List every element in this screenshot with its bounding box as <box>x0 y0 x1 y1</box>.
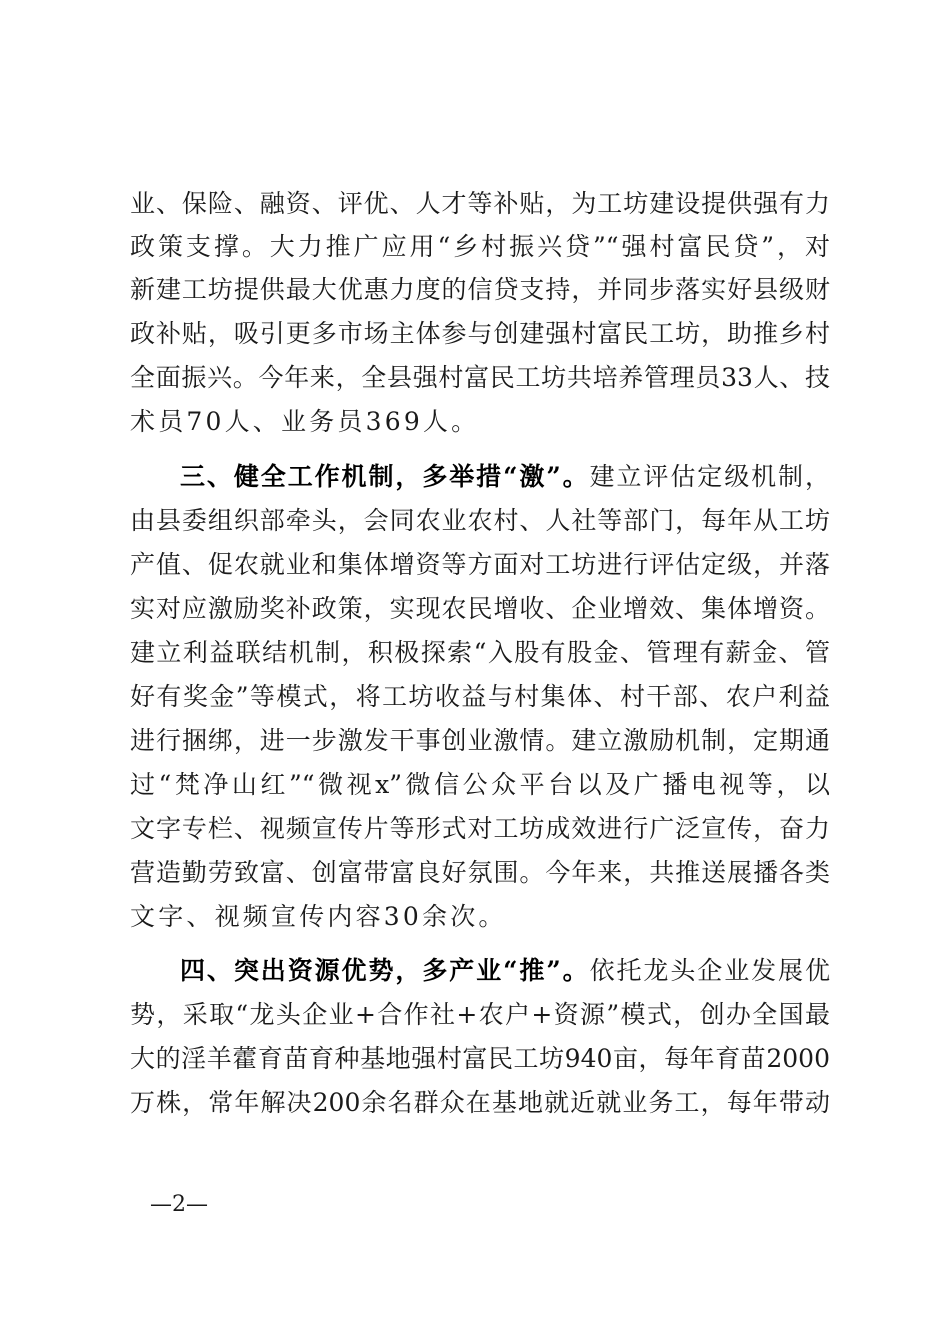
text-line: 业、保险、融资、评优、人才等补贴，为工坊建设提供强有力 <box>130 189 830 218</box>
text-line: 政补贴，吸引更多市场主体参与创建强村富民工坊，助推乡村 <box>130 319 830 348</box>
text-line: 万株，常年解决200余名群众在基地就近就业务工，每年带动 <box>130 1088 830 1117</box>
text-line: 大的淫羊藿育苗育种基地强村富民工坊940亩，每年育苗2000 <box>130 1044 830 1073</box>
section-3-first-line-rest: 建立评估定级机制， <box>589 462 830 491</box>
text-line: 新建工坊提供最大优惠力度的信贷支持，并同步落实好县级财 <box>130 275 830 304</box>
text-line: 好有奖金”等模式，将工坊收益与村集体、村干部、农户利益 <box>130 682 830 711</box>
section-3-first-line <box>180 455 830 499</box>
text-line: 势，采取“龙头企业+合作社+农户+资源”模式，创办全国最 <box>130 1000 830 1029</box>
text-line: 进行捆绑，进一步激发干事创业激情。建立激励机制，定期通 <box>130 726 830 755</box>
text-line: 政策支撑。大力推广应用“乡村振兴贷”“强村富民贷”，对 <box>130 232 830 261</box>
text-line: 过“梵净山红”“微视x”微信公众平台以及广播电视等，以 <box>130 770 830 799</box>
text-line: 术员70人、业务员369人。 <box>130 407 480 436</box>
page-number: —2— <box>150 1192 208 1217</box>
text-line: 建立利益联结机制，积极探索“入股有股金、管理有薪金、管 <box>130 638 830 667</box>
section-4-first-line-rest: 依托龙头企业发展优 <box>589 956 830 985</box>
text-line: 文字、视频宣传内容30余次。 <box>130 902 507 931</box>
section-4-first-line <box>180 949 830 993</box>
section-4-heading: 四、突出资源优势，多产业“推”。 <box>180 956 590 985</box>
text-line: 营造勤劳致富、创富带富良好氛围。今年来，共推送展播各类 <box>130 858 830 887</box>
text-line: 全面振兴。今年来，全县强村富民工坊共培养管理员33人、技 <box>130 363 830 392</box>
section-3-heading: 三、健全工作机制，多举措“激”。 <box>180 462 590 491</box>
text-line: 由县委组织部牵头，会同农业农村、人社等部门，每年从工坊 <box>130 506 830 535</box>
text-line: 文字专栏、视频宣传片等形式对工坊成效进行广泛宣传，奋力 <box>130 814 830 843</box>
text-line: 实对应激励奖补政策，实现农民增收、企业增效、集体增资。 <box>130 594 830 623</box>
text-line: 产值、促农就业和集体增资等方面对工坊进行评估定级，并落 <box>130 550 830 579</box>
